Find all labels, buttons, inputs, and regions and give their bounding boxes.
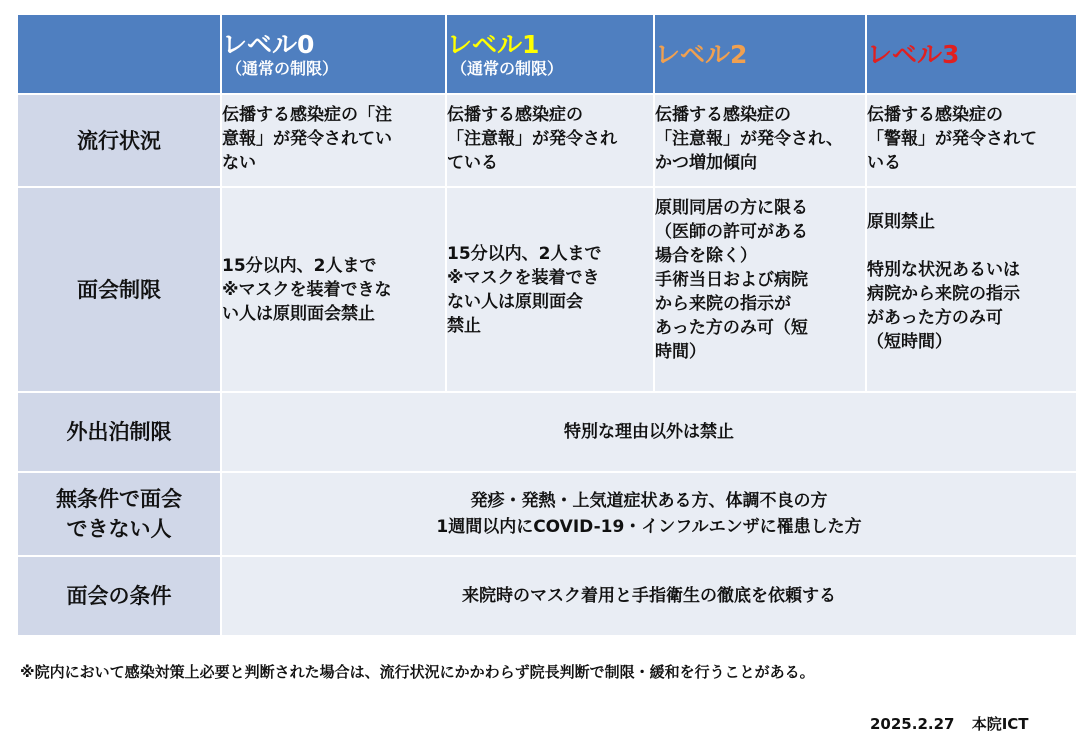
text-line: から来院の指示が — [655, 294, 791, 314]
text-line: （医師の許可がある — [655, 222, 808, 242]
text-line: 場合を除く） — [655, 246, 757, 266]
text-line: 「注意報」が発令され、 — [655, 129, 844, 149]
header-level-2 — [654, 14, 866, 94]
visit-level-1 — [446, 187, 654, 392]
header-corner — [17, 14, 221, 94]
text-line: 原則同居の方に限る — [655, 198, 808, 218]
level-2-title: レベル2 — [655, 39, 748, 69]
no-visit-persons-value — [221, 472, 1077, 556]
row-label-visit-restriction: 面会制限 — [17, 187, 221, 392]
row-label-no-visit-persons — [17, 472, 221, 556]
text-line: 病院から来院の指示 — [867, 284, 1020, 304]
text-line: 意報」が発令されてい — [222, 129, 392, 149]
text-line: 伝播する感染症の — [867, 105, 1003, 125]
header-level-1 — [446, 14, 654, 94]
header-level-3 — [866, 14, 1077, 94]
row-epidemic-status — [17, 94, 1077, 187]
text-line: 伝播する感染症の — [447, 105, 583, 125]
epidemic-level-1 — [446, 94, 654, 187]
visit-level-2 — [654, 187, 866, 392]
row-label-outing-restriction: 外出泊制限 — [17, 392, 221, 472]
epidemic-level-0 — [221, 94, 446, 187]
header-level-0 — [221, 14, 446, 94]
row-label-visit-conditions: 面会の条件 — [17, 556, 221, 636]
row-no-visit-persons — [17, 472, 1077, 556]
epidemic-level-2 — [654, 94, 866, 187]
text-line: 「警報」が発令されて — [867, 129, 1037, 149]
text-line: 15分以内、2人まで — [447, 243, 602, 264]
visit-level-0 — [221, 187, 446, 392]
text-line: 手術当日および病院 — [655, 270, 808, 290]
text-line: かつ増加傾向 — [655, 153, 757, 173]
text-line: ない人は原則面会 — [447, 291, 583, 312]
text-line: 1週間以内にCOVID-19・インフルエンザに罹患した方 — [436, 517, 862, 537]
paragraph-gap — [867, 234, 1076, 258]
level-3-title: レベル3 — [867, 39, 960, 69]
footnote: ※院内において感染対策上必要と判断された場合は、流行状況にかかわらず院長判断で制限・緩和を行うことがある。 — [20, 663, 815, 681]
row-visit-conditions — [17, 556, 1077, 636]
text-line: （短時間） — [867, 332, 952, 352]
date: 2025.2.27 — [870, 715, 955, 733]
text-line: 15分以内、2人まで — [222, 255, 377, 276]
row-visit-restriction — [17, 187, 1077, 392]
row-label-epidemic-status: 流行状況 — [17, 94, 221, 187]
level-1-title: レベル1 — [447, 29, 540, 59]
text-line: 伝播する感染症の「注 — [222, 105, 392, 125]
visit-level-3 — [866, 187, 1077, 392]
text-line: ※マスクを装着できな — [222, 279, 392, 300]
label-line: できない人 — [66, 517, 172, 541]
text-line: あった方のみ可（短 — [655, 318, 808, 338]
text-line: 禁止 — [447, 315, 481, 336]
text-line: い人は原則面会禁止 — [222, 303, 375, 324]
epidemic-level-3 — [866, 94, 1077, 187]
level-0-title: レベル0 — [222, 29, 315, 59]
header-row — [17, 14, 1077, 94]
label-line: 無条件で面会 — [56, 487, 182, 511]
date-author — [870, 713, 1029, 734]
text-line: 原則禁止 — [867, 212, 935, 232]
text-line: 時間） — [655, 342, 706, 362]
text-line: があった方のみ可 — [867, 308, 1003, 328]
text-line: 発疹・発熱・上気道症状ある方、体調不良の方 — [470, 491, 828, 511]
author: 本院ICT — [971, 715, 1029, 733]
visitation-policy-table — [16, 13, 1078, 637]
visit-conditions-value: 来院時のマスク着用と手指衛生の徹底を依頼する — [221, 556, 1077, 636]
text-line: 「注意報」が発令され — [447, 129, 617, 149]
text-line: ている — [447, 153, 498, 173]
text-line: 特別な状況あるいは — [867, 260, 1020, 280]
outing-restriction-value: 特別な理由以外は禁止 — [221, 392, 1077, 472]
level-0-subtitle: （通常の制限） — [226, 58, 339, 78]
row-outing-restriction — [17, 392, 1077, 472]
text-line: いる — [867, 153, 901, 173]
text-line: ※マスクを装着でき — [447, 267, 600, 288]
text-line: 伝播する感染症の — [655, 105, 791, 125]
level-1-subtitle: （通常の制限） — [451, 58, 564, 78]
text-line: ない — [222, 153, 256, 173]
